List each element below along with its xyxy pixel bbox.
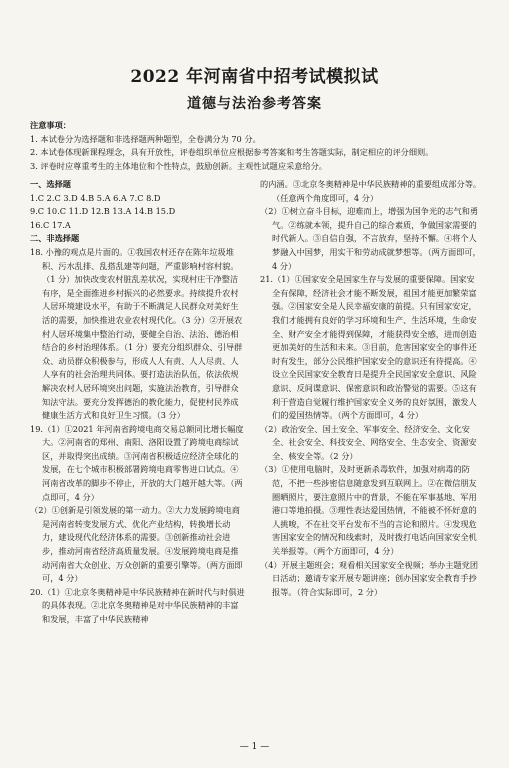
choice-answers-row: 1.C 2.C 3.D 4.B 5.A 6.A 7.C 8.D <box>30 192 161 203</box>
note-item: 1. 本试卷分为选择题和非选择题两种题型，全卷满分为 70 分。 <box>30 133 261 144</box>
answer-q19-part2: （2）①创新是引领发展的第一动力。②大力发展跨境电商是河南省转变发展方式、优化产业结构，转换增长动力，建设现代化经济体系的需要。③创新推动社会进步，推动河南省经济高质量发展。④发展跨境电商是推动河南省大众创业、万众创新的重要引擎等。（两方面即可，4 分） <box>30 505 243 584</box>
notes-section <box>30 119 490 173</box>
answer-q20-part1: 20.（1）①北京冬奥精神是中华民族精神在新时代与时俱进的具体表现。②北京冬奥精神是对中华民族精神的丰富和发展，丰富了中华民族精神 <box>30 586 245 624</box>
section-heading-nonchoice: 二、非选择题 <box>30 233 80 244</box>
note-item: 2. 本试卷体现新课程理念，具有开放性，评卷组织单位应根据参考答案和考生答题实际，制定相应的评分细则。 <box>30 147 434 158</box>
notes-heading: 注意事项： <box>30 120 71 130</box>
section-heading-choice: 一、选择题 <box>30 179 71 189</box>
left-column <box>30 178 245 627</box>
page-number: — 1 — <box>239 742 270 752</box>
answer-q20-continued: 的内涵。③北京冬奥精神是中华民族精神的重要组成部分等。（任意两个角度即可，4 分） <box>260 179 482 203</box>
answer-q20-part2: （2）①树立奋斗目标，迎难而上，增强为国争光的志气和勇气。②练就本领，提升自己的综合素质，争做国家需要的时代新人。③自信自强，不言放弃，坚持不懈。④将个人梦融入中国梦，用实干和劳动成就梦想等。（两方面即可，4 分） <box>260 206 481 271</box>
answer-q21-part4: （4）开展主题班会；观看相关国家安全视频；举办主题党团日活动；邀请专家开展专题讲座；创办国家安全教育手抄报等。（符合实际即可，2 分） <box>260 559 479 597</box>
answer-q21-part2: （2）政治安全、国土安全、军事安全、经济安全、文化安全、社会安全、科技安全、网络安全、生态安全、资源安全、核安全等。（2 分） <box>260 423 477 461</box>
answer-q21-part1: 21.（1）①国家安全是国家生存与发展的重要保障。国家安全有保障，经济社会才能不断发展，祖国才能更加繁荣富强。②国家安全是人民幸福安康的前提。只有国家安定，我们才能拥有良好的学习环境和生产、生活环境，生命安全、财产安全才能得到保障，才能获得安全感，进而创造更加美好的生活和未来。③目前，危害国家安全的事件还时有发生，部分公民维护国家安全的意识还有待提高。④设立全民国家安全教育日是提升全民国家安全意识、风险意识、反间谍意识、保密意识和政治警觉的需要。⑤这有利于营造自觉履行维护国家安全义务的良好氛围，激发人们的爱国热情等。（两个方面即可，4 分） <box>260 274 477 421</box>
answer-q21-part3: （3）①使用电脑时，及时更新杀毒软件，加强对病毒的防范，不把一些涉密信息随意发到互联网上。②在微信朋友圈晒照片，要注意照片中的背景，不能在军事基地、军用港口等地拍摄。③理性表达爱国热情，不能被不怀好意的人挑唆，不在社交平台发布不当的言论和照片。④发现危害国家安全的情况和线索时，及时拨打电话向国家安全机关举报等。（两个方面即可，4 分） <box>260 464 477 557</box>
document-title: 2022 年河南省中招考试模拟试 <box>130 67 379 87</box>
answer-q19-part1: 19.（1）①2021 年河南省跨境电商交易总额同比增长幅度大。②河南省的郑州、南阳、洛阳设置了跨境电商综试区，并取得突出成绩。③河南省积极适应经济全球化的发展，在七个城市积极部署跨境电商零售进口试点。④河南省改革的脚步不停止，开放的大门越开越大等。（两点即可，4 分） <box>30 423 244 502</box>
right-column <box>260 178 482 599</box>
answer-q18: 18. 小豫的观点是片面的。①我国农村还存在陈年垃圾堆积、污水乱排、乱搭乱建等问题，严重影响村容村貌。（1 分）加快改变农村脏乱差状况，实现村庄干净整洁有序，是全面推进乡村振兴的必然要求。持续提升农村人居环境建设水平，有助于不断满足人民群众对美好生活的需要，加快推进农业农村现代化。（3 分）②开展农村人居环境集中整治行动，要健全自治、法治、德治相结合的乡村治理体系。（1 分）要充分组织群众、引导群众、动员群众积极参与，形成人人有责、人人尽责、人人享有的社会治理共同体。要打造法治队伍，依法依规解决农村人居环境突出问题，实施法治教育，引导群众知法守法。要充分发挥德治的教化能力，促使村民养成健康生活方式和良好卫生习惯。（3 分） <box>30 246 243 421</box>
choice-answers-row: 9.C 10.C 11.D 12.B 13.A 14.B 15.D <box>30 206 176 217</box>
note-item: 3. 评卷时应尊重考生的主体地位和个性特点，鼓励创新。主观性试题应采意给分。 <box>30 160 327 171</box>
choice-answers-row: 16.C 17.A <box>30 219 71 230</box>
document-subtitle: 道德与法治参考答案 <box>187 96 322 112</box>
